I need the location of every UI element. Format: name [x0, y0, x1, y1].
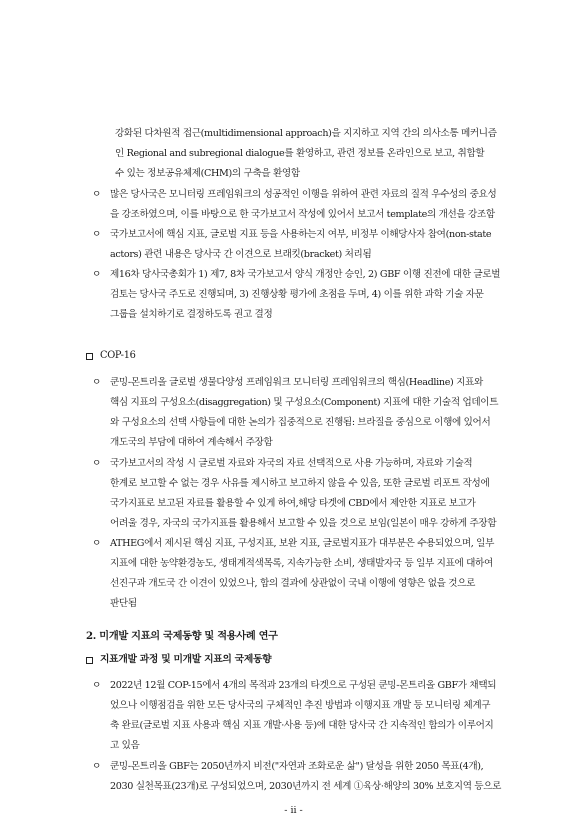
- section-checkbox-icon: [86, 657, 93, 664]
- bullet-b1-line-2: 핵심 지표의 구성요소(disaggregation) 및 구성요소(Component) 지표에 대한 기술적 업데이트: [110, 397, 499, 408]
- bullet-b3-line-1: ATHEG에서 제시된 핵심 지표, 구성지표, 보완 지표, 글로벌지표가 대부분은 수용되었으며, 일부: [110, 538, 494, 549]
- bullet-b3-line-2: 지표에 대한 농약환경농도, 생태계적색목록, 지속가능한 소비, 생태발자국 등 일부 지표에 대하여: [110, 558, 493, 569]
- section-heading-2: 2. 미개발 지표의 국제동향 및 적용사례 연구: [86, 630, 278, 642]
- section-title-trends: 지표개발 과정 및 미개발 지표의 국제동향: [100, 654, 272, 665]
- bullet-c1-line-1: 2022년 12월 COP-15에서 4개의 목적과 23개의 타겟으로 구성된 쿤밍-몬트리올 GBF가 채택되: [110, 680, 497, 691]
- bullet-marker: ㅇ: [92, 458, 102, 469]
- bullet-marker: ㅇ: [92, 269, 102, 280]
- bullet-b2-line-1: 국가보고서의 작성 시 글로벌 자료와 자국의 자료 선택적으로 사용 가능하며, 자료와 기술적: [110, 458, 473, 469]
- bullet-marker: ㅇ: [92, 377, 102, 388]
- bullet-marker: ㅇ: [92, 680, 102, 691]
- section-checkbox-icon: [86, 353, 93, 360]
- bullet-c1-line-4: 고 있음: [110, 740, 140, 751]
- bullet-marker: ㅇ: [92, 229, 102, 240]
- bullet-b2-line-2: 한계로 보고할 수 없는 경우 사유를 제시하고 보고하지 않을 수 있음, 또한 글로벌 리포트 작성에: [110, 478, 490, 489]
- bullet-a1-line-2: 을 강조하였으며, 이를 바탕으로 한 국가보고서 작성에 있어서 보고서 template의 개선을 강조함: [110, 209, 495, 220]
- bullet-marker: ㅇ: [92, 538, 102, 549]
- bullet-c2-line-2: 2030 실천목표(23개)로 구성되었으며, 2030년까지 전 세계 ①육상·해양의 30% 보호지역 등으로: [110, 781, 502, 792]
- page-number: - ii -: [284, 805, 303, 816]
- bullet-b1-line-1: 쿤밍-몬트리올 글로벌 생물다양성 프레임워크 모니터링 프레임워크의 핵심(Headline) 지표와: [110, 377, 483, 388]
- bullet-a2-line-2: actors) 관련 내용은 당사국 간 이견으로 브래킷(bracket) 처리됨: [110, 249, 372, 260]
- intro-line-2: 인 Regional and subregional dialogue를 환영하고, 관련 정보를 온라인으로 보고, 취합할: [115, 148, 485, 159]
- intro-line-1: 강화된 다차원적 접근(multidimensional approach)을 지지하고 지역 간의 의사소통 메커니즘: [115, 128, 497, 139]
- bullet-b1-line-4: 개도국의 부담에 대하여 계속해서 주장함: [110, 437, 273, 448]
- bullet-b3-line-4: 판단됨: [110, 598, 137, 609]
- bullet-a3-line-2: 검토는 당사국 주도로 진행되며, 3) 진행상황 평가에 초점을 두며, 4) 이를 위한 과학 기술 자문: [110, 289, 484, 300]
- bullet-marker: ㅇ: [92, 761, 102, 772]
- bullet-b3-line-3: 선진구과 개도국 간 이견이 있었으나, 합의 결과에 상관없이 국내 이행에 영향은 없을 것으로: [110, 578, 476, 589]
- bullet-marker: ㅇ: [92, 189, 102, 200]
- bullet-a3-line-1: 제16차 당사국총회가 1) 제7, 8차 국가보고서 양식 개정안 승인, 2) GBF 이행 진전에 대한 글로벌: [110, 269, 501, 280]
- bullet-b1-line-3: 와 구성요소의 선택 사항들에 대한 논의가 집중적으로 진행됨: 브라질을 중심으로 이행에 있어서: [110, 417, 491, 428]
- bullet-c1-line-3: 축 완료(글로벌 지표 사용과 핵심 지표 개발·사용 등)에 대한 당사국 간 지속적인 합의가 이루어지: [110, 720, 494, 731]
- intro-line-3: 수 있는 정보공유체제(CHM)의 구축을 환영함: [115, 168, 300, 179]
- bullet-b2-line-3: 국가지표로 보고된 자료를 활용할 수 있게 하여,해당 타겟에 CBD에서 제안한 지표로 보고가: [110, 498, 476, 509]
- section-title-cop16: COP-16: [100, 350, 136, 361]
- bullet-b2-line-4: 어려울 경우, 자국의 국가지표를 활용해서 보고할 수 있을 것으로 보임(일본이 매우 강하게 주장함: [110, 518, 497, 529]
- bullet-c2-line-1: 쿤밍-몬트리올 GBF는 2050년까지 비전("자연과 조화로운 삶") 달성을 위한 2050 목표(4개),: [110, 761, 484, 772]
- bullet-a3-line-3: 그룹을 설치하기로 결정하도록 권고 결정: [110, 309, 273, 320]
- bullet-a1-line-1: 많은 당사국은 모니터링 프레임워크의 성공적인 이행을 위하여 관련 자료의 질적 우수성의 중요성: [110, 189, 497, 200]
- bullet-c1-line-2: 었으나 이행점검을 위한 모든 당사국의 구체적인 추진 방법과 이행지표 개발 등 모니터링 체계구: [110, 700, 491, 711]
- bullet-a2-line-1: 국가보고서에 핵심 지표, 글로벌 지표 등을 사용하는지 여부, 비정부 이해당사자 참여(non-state: [110, 229, 492, 240]
